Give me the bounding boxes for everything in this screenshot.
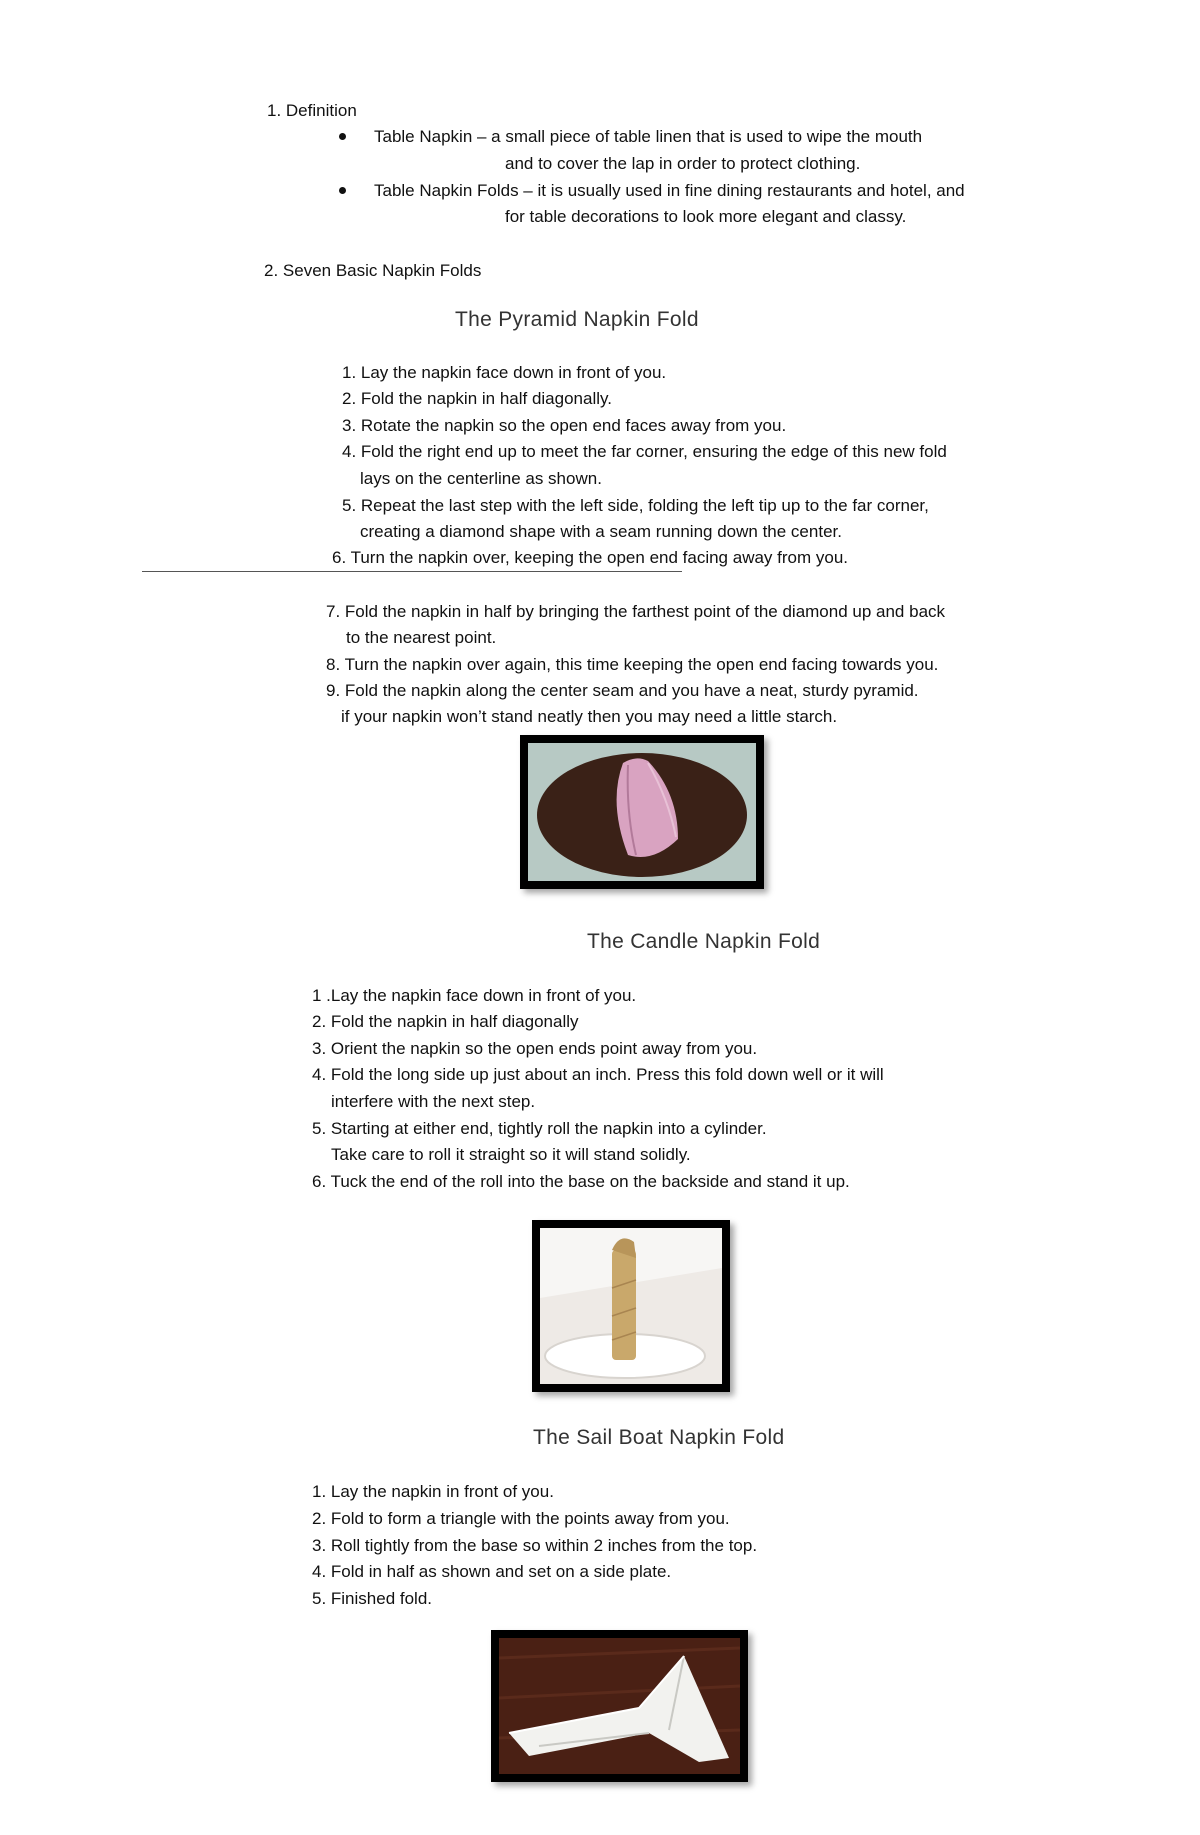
pyramid-step: 8. Turn the napkin over again, this time keeping the open end facing towards you.: [326, 655, 939, 674]
pyramid-step-continued: creating a diamond shape with a seam running down the center.: [360, 522, 842, 541]
pyramid-step: 2. Fold the napkin in half diagonally.: [342, 389, 612, 408]
folds-heading: 2. Seven Basic Napkin Folds: [264, 261, 482, 280]
candle-step: 6. Tuck the end of the roll into the base on the backside and stand it up.: [312, 1172, 850, 1191]
pyramid-fold-photo: [520, 735, 764, 889]
pyramid-step: 3. Rotate the napkin so the open end faces away from you.: [342, 416, 787, 435]
sailboat-title: The Sail Boat Napkin Fold: [533, 1426, 785, 1449]
sailboat-step: 4. Fold in half as shown and set on a side plate.: [312, 1562, 672, 1581]
candle-step-continued: Take care to roll it straight so it will stand solidly.: [331, 1145, 691, 1164]
pyramid-step-continued: to the nearest point.: [346, 628, 497, 647]
candle-step: 1 .Lay the napkin face down in front of you.: [312, 986, 637, 1005]
definition-item-1-line2: and to cover the lap in order to protect clothing.: [505, 154, 861, 173]
pyramid-step-continued: lays on the centerline as shown.: [360, 469, 602, 488]
pyramid-step-note: if your napkin won’t stand neatly then you may need a little starch.: [341, 707, 838, 726]
pyramid-step: 7. Fold the napkin in half by bringing the farthest point of the diamond up and back: [326, 602, 946, 621]
candle-step: 2. Fold the napkin in half diagonally: [312, 1012, 579, 1031]
pyramid-step: 5. Repeat the last step with the left side, folding the left tip up to the far corner,: [342, 496, 929, 515]
pyramid-step: 9. Fold the napkin along the center seam and you have a neat, sturdy pyramid.: [326, 681, 919, 700]
candle-step: 5. Starting at either end, tightly roll the napkin into a cylinder.: [312, 1119, 767, 1138]
sailboat-fold-photo: [491, 1630, 748, 1782]
sailboat-step: 1. Lay the napkin in front of you.: [312, 1482, 554, 1501]
definition-item-2-line1: Table Napkin Folds – it is usually used in fine dining restaurants and hotel, and: [374, 181, 965, 200]
pyramid-step: 4. Fold the right end up to meet the far corner, ensuring the edge of this new fold: [342, 442, 947, 461]
candle-step: 3. Orient the napkin so the open ends point away from you.: [312, 1039, 758, 1058]
definition-heading: 1. Definition: [267, 101, 357, 120]
pyramid-step: 6. Turn the napkin over, keeping the open end facing away from you.: [332, 548, 849, 567]
candle-step: 4. Fold the long side up just about an inch. Press this fold down well or it will: [312, 1065, 884, 1084]
candle-step-continued: interfere with the next step.: [331, 1092, 536, 1111]
definition-item-1-line1: Table Napkin – a small piece of table linen that is used to wipe the mouth: [374, 127, 923, 146]
candle-fold-photo: [532, 1220, 730, 1392]
pyramid-step: 1. Lay the napkin face down in front of you.: [342, 363, 667, 382]
definition-item-2-line2: for table decorations to look more elegant and classy.: [505, 207, 907, 226]
sailboat-step: 2. Fold to form a triangle with the points away from you.: [312, 1509, 730, 1528]
sailboat-step: 3. Roll tightly from the base so within 2 inches from the top.: [312, 1536, 758, 1555]
bullet-icon: [339, 187, 346, 194]
sailboat-step: 5. Finished fold.: [312, 1589, 433, 1608]
pyramid-title: The Pyramid Napkin Fold: [455, 308, 699, 331]
bullet-icon: [339, 133, 346, 140]
divider-line: [142, 571, 682, 572]
candle-title: The Candle Napkin Fold: [587, 930, 821, 953]
